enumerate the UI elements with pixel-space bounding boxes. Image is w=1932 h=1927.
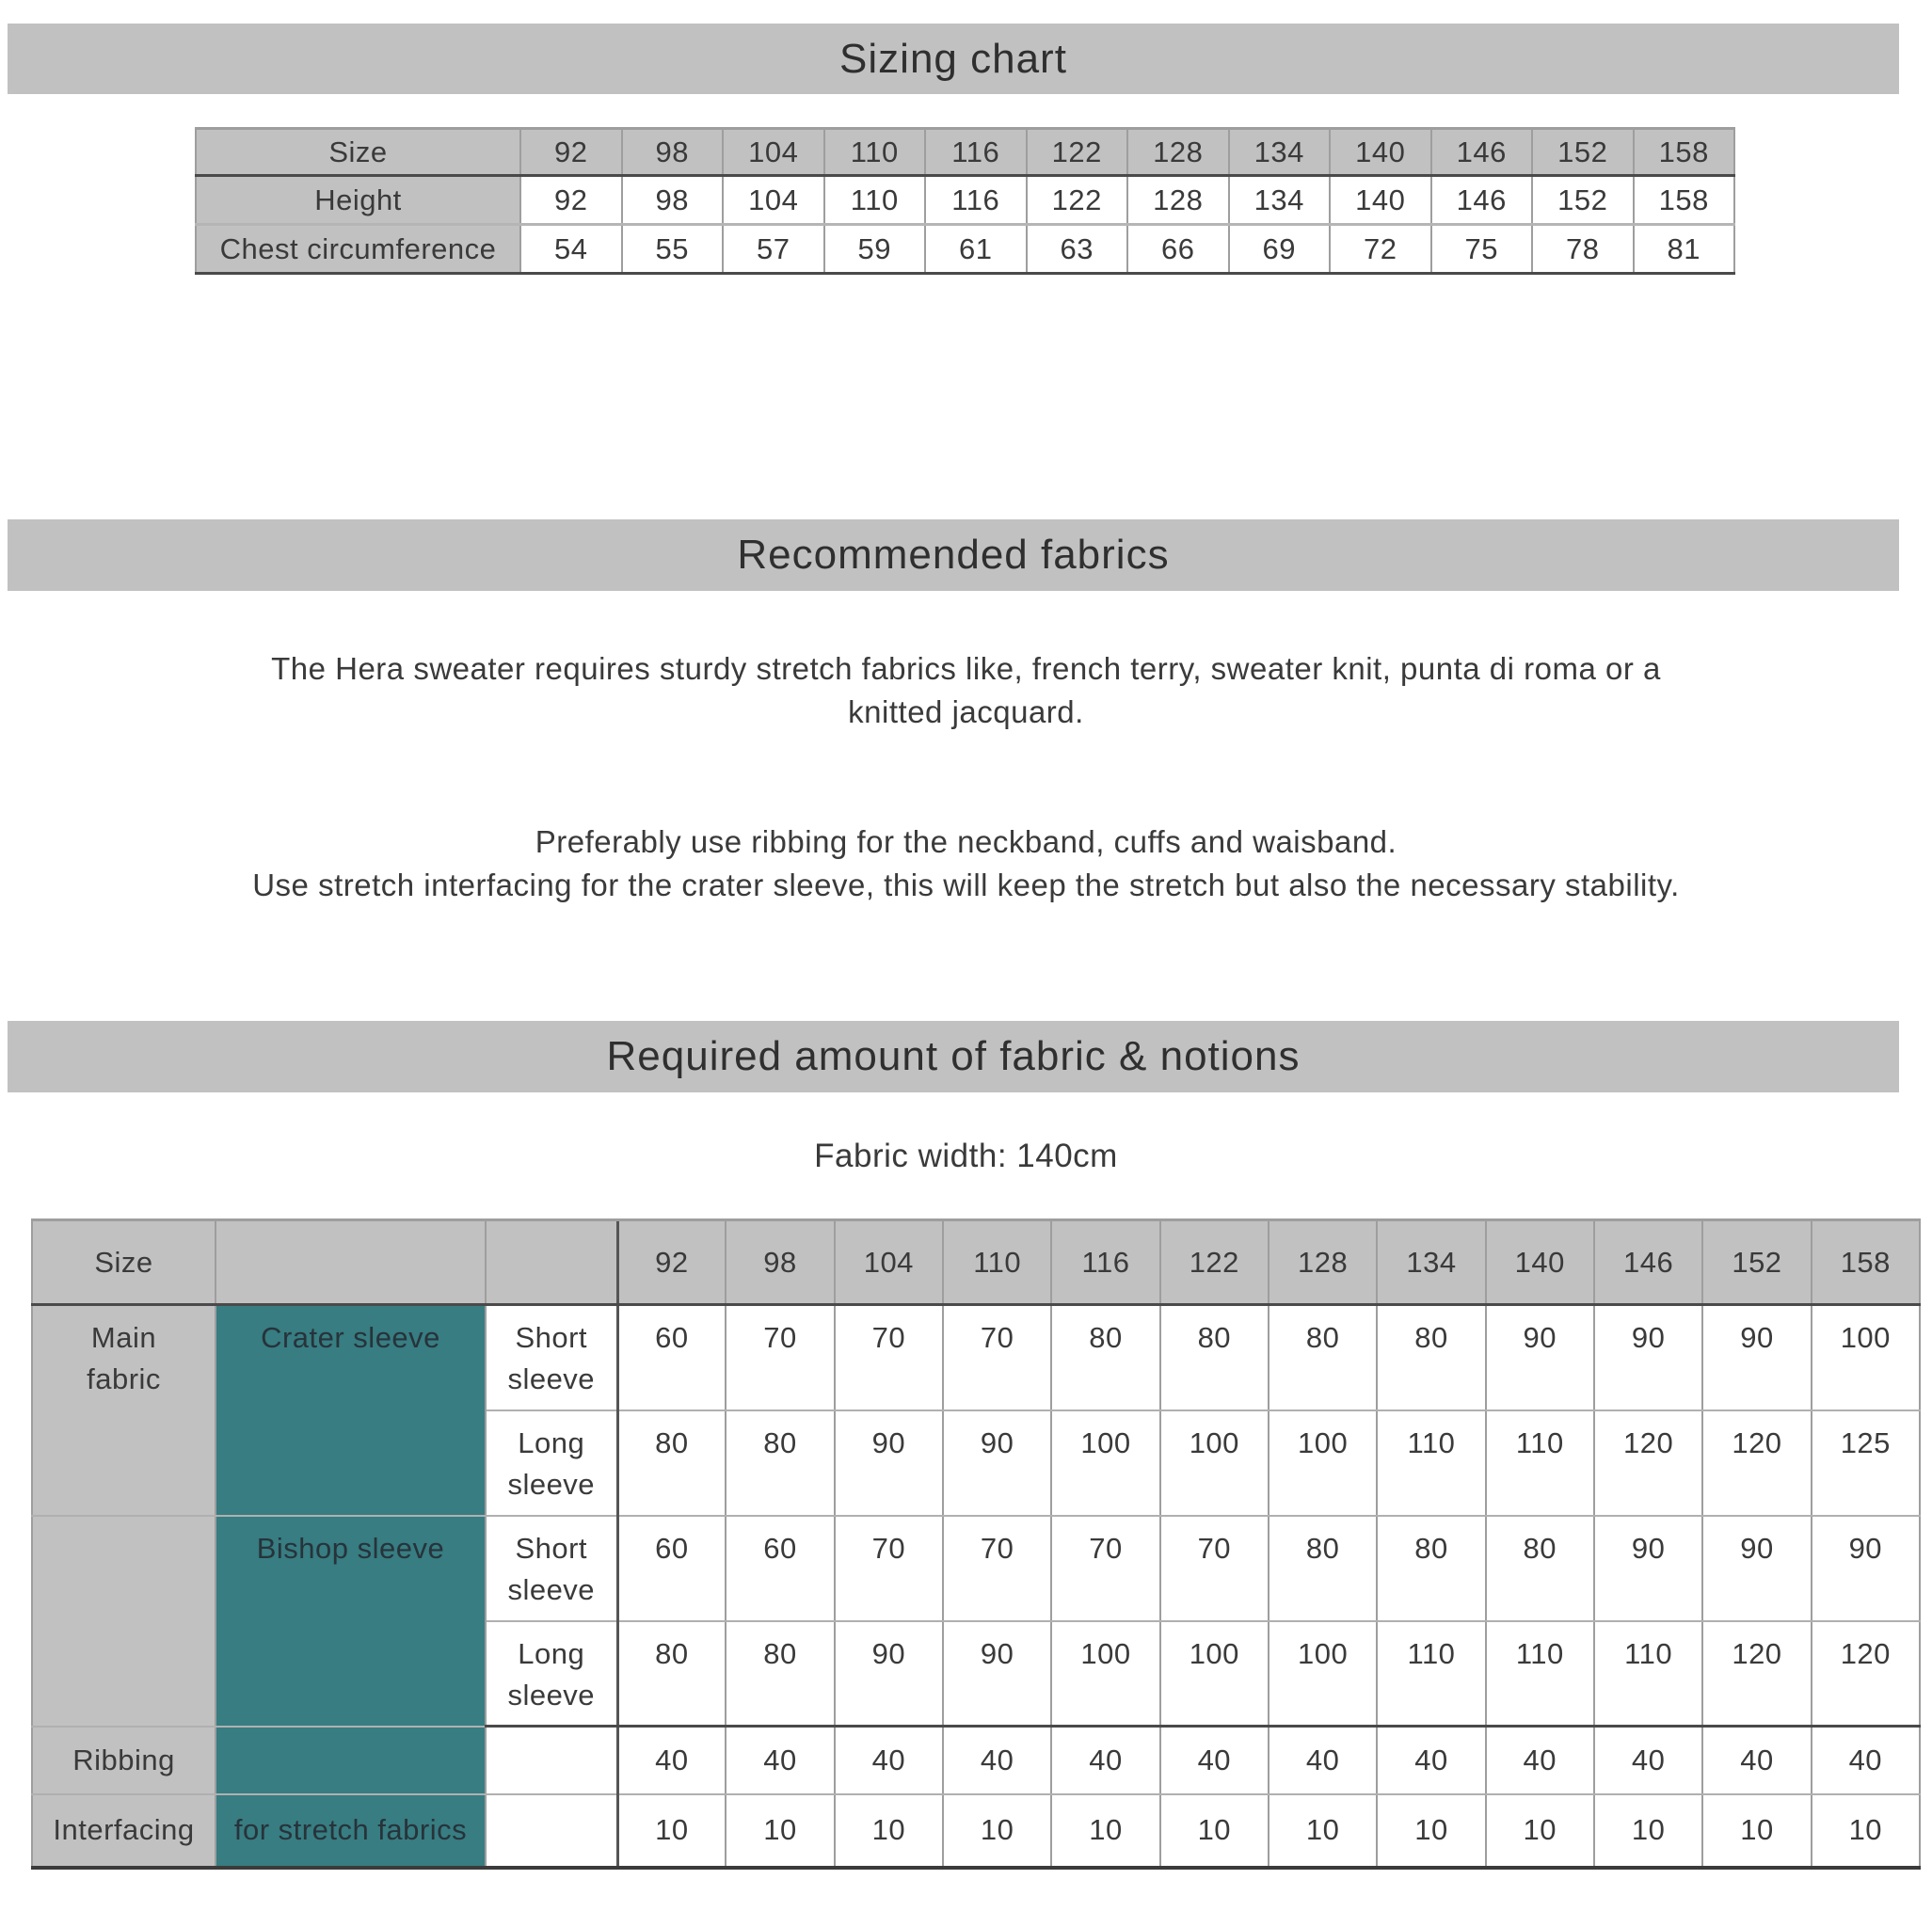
data-cell: 120 xyxy=(1702,1410,1811,1516)
data-cell: 80 xyxy=(1486,1516,1594,1621)
data-cell: 116 xyxy=(925,176,1027,225)
data-cell: 90 xyxy=(1594,1516,1702,1621)
data-cell: 100 xyxy=(1051,1621,1159,1727)
data-cell: 92 xyxy=(520,176,622,225)
size-header-cell-92: 92 xyxy=(520,129,622,176)
data-cell: 80 xyxy=(1377,1305,1485,1410)
data-cell: 70 xyxy=(943,1516,1051,1621)
data-cell: 152 xyxy=(1532,176,1634,225)
data-cell: 80 xyxy=(1160,1305,1269,1410)
sizing-header-row xyxy=(196,129,1734,176)
data-cell: 140 xyxy=(1330,176,1431,225)
size-header-cell-146: 146 xyxy=(1594,1220,1702,1305)
fabric-width-note: Fabric width: 140cm xyxy=(814,1138,1118,1174)
data-cell: 10 xyxy=(726,1794,834,1868)
fabrics-section-bar xyxy=(8,519,1899,591)
data-cell: 100 xyxy=(1160,1410,1269,1516)
data-cell: 40 xyxy=(1594,1727,1702,1794)
size-header-cell-110: 110 xyxy=(943,1220,1051,1305)
data-cell: 40 xyxy=(1160,1727,1269,1794)
data-cell: 90 xyxy=(1812,1516,1920,1621)
data-cell: 10 xyxy=(1702,1794,1811,1868)
sleeve-variant-cell: Long sleeve xyxy=(486,1621,617,1727)
data-cell: 122 xyxy=(1027,176,1128,225)
size-header-cell-92: 92 xyxy=(617,1220,726,1305)
main-fabric-label-cell: Main fabric xyxy=(32,1305,216,1516)
data-cell: 80 xyxy=(617,1410,726,1516)
data-cell: 90 xyxy=(1486,1305,1594,1410)
size-header-cell-122: 122 xyxy=(1027,129,1128,176)
size-header-cell-134: 134 xyxy=(1377,1220,1485,1305)
interfacing-note-cell: for stretch fabrics xyxy=(216,1794,486,1868)
data-cell: 40 xyxy=(1486,1727,1594,1794)
data-cell: 70 xyxy=(835,1516,943,1621)
data-cell: 100 xyxy=(1269,1621,1377,1727)
data-cell: 70 xyxy=(835,1305,943,1410)
requirements-table-container xyxy=(31,1218,1921,1870)
size-header-cell-98: 98 xyxy=(726,1220,834,1305)
ribbing-row xyxy=(32,1727,1920,1794)
data-cell: 10 xyxy=(1051,1794,1159,1868)
interfacing-variant-cell xyxy=(486,1794,617,1868)
data-cell: 110 xyxy=(1486,1621,1594,1727)
data-cell: 110 xyxy=(1377,1621,1485,1727)
ribbing-label-cell: Ribbing xyxy=(32,1727,216,1794)
size-header-cell-134: 134 xyxy=(1229,129,1331,176)
sleeve-variant-cell: Short sleeve xyxy=(486,1305,617,1410)
sizing-table xyxy=(195,127,1735,275)
data-cell: 80 xyxy=(617,1621,726,1727)
sizing-table-container xyxy=(195,127,1735,275)
fabrics-paragraph-2-line-2: Use stretch interfacing for the crater sleeve, this will keep the stretch but also the necessary stability. xyxy=(252,868,1680,902)
data-cell: 10 xyxy=(943,1794,1051,1868)
data-cell: 128 xyxy=(1127,176,1229,225)
data-cell: 69 xyxy=(1229,225,1331,274)
fabrics-paragraph-1-line-1: The Hera sweater requires sturdy stretch fabrics like, french terry, sweater knit, punta di roma or a xyxy=(271,651,1661,686)
row-label-cell: Height xyxy=(196,176,520,225)
data-cell: 40 xyxy=(1269,1727,1377,1794)
main-fabric-empty-cell xyxy=(32,1516,216,1727)
data-cell: 158 xyxy=(1634,176,1735,225)
size-header-cell-110: 110 xyxy=(824,129,926,176)
sizing-data-row xyxy=(196,176,1734,225)
data-cell: 10 xyxy=(1812,1794,1920,1868)
data-cell: 70 xyxy=(1051,1516,1159,1621)
ribbing-teal-cell xyxy=(216,1727,486,1794)
data-cell: 90 xyxy=(835,1621,943,1727)
data-cell: 63 xyxy=(1027,225,1128,274)
data-cell: 10 xyxy=(1594,1794,1702,1868)
data-cell: 100 xyxy=(1160,1621,1269,1727)
fabrics-section-title: Recommended fabrics xyxy=(737,532,1170,578)
bishop-sleeve-cell: Bishop sleeve xyxy=(216,1516,486,1727)
data-cell: 40 xyxy=(726,1727,834,1794)
size-header-cell-146: 146 xyxy=(1431,129,1533,176)
data-cell: 81 xyxy=(1634,225,1735,274)
sizing-section-title: Sizing chart xyxy=(839,35,1067,82)
data-cell: 110 xyxy=(1486,1410,1594,1516)
data-cell: 40 xyxy=(1702,1727,1811,1794)
data-cell: 70 xyxy=(943,1305,1051,1410)
data-cell: 90 xyxy=(943,1621,1051,1727)
interfacing-label-cell: Interfacing xyxy=(32,1794,216,1868)
fabrics-paragraph-1-line-2: knitted jacquard. xyxy=(848,694,1084,729)
data-cell: 57 xyxy=(723,225,824,274)
data-cell: 110 xyxy=(1594,1621,1702,1727)
data-cell: 78 xyxy=(1532,225,1634,274)
size-header-cell-104: 104 xyxy=(835,1220,943,1305)
row-label-cell: Chest circumference xyxy=(196,225,520,274)
data-cell: 10 xyxy=(617,1794,726,1868)
size-header-cell-140: 140 xyxy=(1486,1220,1594,1305)
size-header-cell-122: 122 xyxy=(1160,1220,1269,1305)
data-cell: 60 xyxy=(726,1516,834,1621)
data-cell: 40 xyxy=(1812,1727,1920,1794)
data-cell: 100 xyxy=(1812,1305,1920,1410)
size-header-cell-158: 158 xyxy=(1812,1220,1920,1305)
crater-sleeve-cell: Crater sleeve xyxy=(216,1305,486,1516)
data-cell: 60 xyxy=(617,1305,726,1410)
data-cell: 10 xyxy=(1486,1794,1594,1868)
data-cell: 125 xyxy=(1812,1410,1920,1516)
data-cell: 98 xyxy=(622,176,724,225)
data-cell: 59 xyxy=(824,225,926,274)
size-header-cell-104: 104 xyxy=(723,129,824,176)
empty-header-cell xyxy=(486,1220,617,1305)
requirements-section-title: Required amount of fabric & notions xyxy=(606,1033,1301,1079)
data-cell: 110 xyxy=(1377,1410,1485,1516)
size-header-cell-152: 152 xyxy=(1532,129,1634,176)
fabrics-paragraph-1 xyxy=(0,647,1932,734)
data-cell: 90 xyxy=(835,1410,943,1516)
data-cell: 10 xyxy=(1377,1794,1485,1868)
requirements-section-bar xyxy=(8,1021,1899,1092)
size-header-cell-128: 128 xyxy=(1127,129,1229,176)
sleeve-variant-cell: Short sleeve xyxy=(486,1516,617,1621)
data-cell: 146 xyxy=(1431,176,1533,225)
data-cell: 120 xyxy=(1812,1621,1920,1727)
data-cell: 80 xyxy=(1051,1305,1159,1410)
bishop-short-sleeve-row xyxy=(32,1516,1920,1621)
data-cell: 66 xyxy=(1127,225,1229,274)
data-cell: 72 xyxy=(1330,225,1431,274)
data-cell: 120 xyxy=(1594,1410,1702,1516)
data-cell: 10 xyxy=(835,1794,943,1868)
size-label-cell: Size xyxy=(196,129,520,176)
empty-header-cell xyxy=(216,1220,486,1305)
data-cell: 80 xyxy=(1377,1516,1485,1621)
sizing-section-bar xyxy=(8,24,1899,94)
data-cell: 134 xyxy=(1229,176,1331,225)
size-header-cell-158: 158 xyxy=(1634,129,1735,176)
data-cell: 90 xyxy=(943,1410,1051,1516)
data-cell: 80 xyxy=(726,1410,834,1516)
data-cell: 40 xyxy=(1377,1727,1485,1794)
fabrics-paragraph-2 xyxy=(0,820,1932,907)
data-cell: 100 xyxy=(1051,1410,1159,1516)
data-cell: 90 xyxy=(1594,1305,1702,1410)
data-cell: 104 xyxy=(723,176,824,225)
size-header-cell-152: 152 xyxy=(1702,1220,1811,1305)
data-cell: 40 xyxy=(1051,1727,1159,1794)
data-cell: 80 xyxy=(1269,1305,1377,1410)
data-cell: 120 xyxy=(1702,1621,1811,1727)
sleeve-variant-cell: Long sleeve xyxy=(486,1410,617,1516)
data-cell: 90 xyxy=(1702,1305,1811,1410)
data-cell: 60 xyxy=(617,1516,726,1621)
interfacing-row xyxy=(32,1794,1920,1868)
size-header-cell-98: 98 xyxy=(622,129,724,176)
size-label-cell: Size xyxy=(32,1220,216,1305)
data-cell: 10 xyxy=(1269,1794,1377,1868)
data-cell: 100 xyxy=(1269,1410,1377,1516)
requirements-table xyxy=(31,1218,1921,1870)
data-cell: 61 xyxy=(925,225,1027,274)
data-cell: 70 xyxy=(1160,1516,1269,1621)
size-header-cell-116: 116 xyxy=(1051,1220,1159,1305)
data-cell: 54 xyxy=(520,225,622,274)
sizing-data-row xyxy=(196,225,1734,274)
crater-short-sleeve-row xyxy=(32,1305,1920,1410)
requirements-header-row xyxy=(32,1220,1920,1305)
data-cell: 55 xyxy=(622,225,724,274)
data-cell: 75 xyxy=(1431,225,1533,274)
size-header-cell-128: 128 xyxy=(1269,1220,1377,1305)
data-cell: 90 xyxy=(1702,1516,1811,1621)
ribbing-variant-cell xyxy=(486,1727,617,1794)
size-header-cell-140: 140 xyxy=(1330,129,1431,176)
data-cell: 40 xyxy=(835,1727,943,1794)
data-cell: 80 xyxy=(1269,1516,1377,1621)
data-cell: 80 xyxy=(726,1621,834,1727)
size-header-cell-116: 116 xyxy=(925,129,1027,176)
data-cell: 10 xyxy=(1160,1794,1269,1868)
data-cell: 40 xyxy=(617,1727,726,1794)
data-cell: 70 xyxy=(726,1305,834,1410)
data-cell: 110 xyxy=(824,176,926,225)
data-cell: 40 xyxy=(943,1727,1051,1794)
fabrics-paragraph-2-line-1: Preferably use ribbing for the neckband, cuffs and waisband. xyxy=(535,824,1397,859)
